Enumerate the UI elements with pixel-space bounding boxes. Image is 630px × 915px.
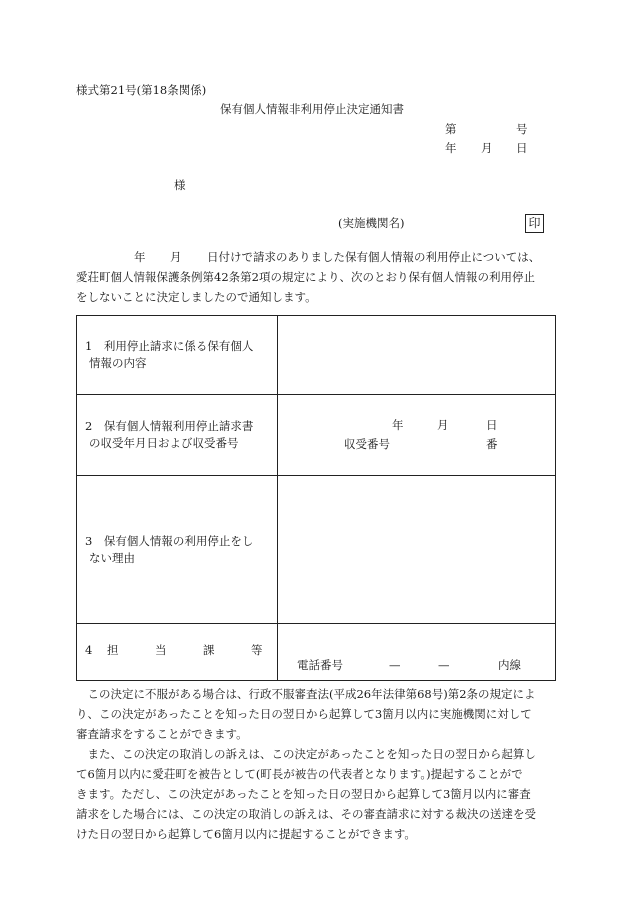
row2-value <box>278 395 556 476</box>
intro-line1-text: 日付けで請求のありました保有個人情報の利用停止については、 <box>207 250 541 264</box>
row2-year: 年 <box>392 418 404 432</box>
row2-label <box>77 395 278 476</box>
row3-value <box>278 476 556 624</box>
date-year: 年 <box>445 141 457 155</box>
table-row <box>77 316 556 395</box>
note2-line4: 請求をした場合には、この決定の取消しの訴えは、その審査請求に対する裁決の送達を受 <box>76 807 536 821</box>
row2-day: 日 <box>486 418 498 432</box>
note1-line1: この決定に不服がある場合は、行政不服審査法(平成26年法律第68号)第2条の規定によ <box>76 687 536 701</box>
form-table <box>76 315 556 681</box>
intro-line3: をしないことに決定しましたので通知します。 <box>76 290 317 304</box>
row2-receipt-suffix: 番 <box>486 437 498 451</box>
table-row <box>77 624 556 681</box>
row4-label-char2: 当 <box>155 643 167 657</box>
note1-line3: 審査請求をすることができます。 <box>76 727 248 741</box>
addressee-suffix: 様 <box>174 178 186 192</box>
note2-line5: けた日の翌日から起算して6箇月以内に提起することができます。 <box>76 827 416 841</box>
table-row <box>77 395 556 476</box>
row1-label-line2: 情報の内容 <box>89 356 147 370</box>
row4-label-num: 4 <box>85 643 93 657</box>
row4-dash1: — <box>389 658 401 672</box>
row1-label <box>77 316 278 395</box>
doc-number-suffix: 号 <box>516 122 528 136</box>
agency-label: (実施機関名) <box>338 216 405 230</box>
note2-line3: きます。ただし、この決定があったことを知った日の翌日から起算して3箇月以内に審査 <box>76 787 531 801</box>
row4-dash2: — <box>438 658 450 672</box>
row4-extension-label: 内線 <box>498 658 521 672</box>
row4-label-char3: 課 <box>203 643 215 657</box>
row1-label-line1: 1 利用停止請求に係る保有個人 <box>85 339 254 353</box>
row4-label-char1: 担 <box>107 643 119 657</box>
row2-receipt-label: 収受番号 <box>344 437 390 451</box>
row4-label-char4: 等 <box>251 643 263 657</box>
row2-label-line2: の収受年月日および収受番号 <box>89 436 239 450</box>
row2-month: 月 <box>437 418 449 432</box>
document-title: 保有個人情報非利用停止決定通知書 <box>220 102 404 116</box>
note1-line2: り、この決定があったことを知った日の翌日から起算して3箇月以内に実施機関に対して <box>76 707 532 721</box>
intro-month: 月 <box>170 250 182 264</box>
table-row <box>77 476 556 624</box>
note2-line1: また、この決定の取消しの訴えは、この決定があったことを知った日の翌日から起算し <box>76 747 536 761</box>
row4-label <box>77 624 278 681</box>
row4-value <box>278 624 556 681</box>
row4-phone-label: 電話番号 <box>297 658 343 672</box>
row3-label-line1: 3 保有個人情報の利用停止をし <box>85 533 254 548</box>
row2-label-line1: 2 保有個人情報利用停止請求書 <box>85 419 254 433</box>
date-month: 月 <box>481 141 493 155</box>
row3-label <box>77 476 278 624</box>
intro-year: 年 <box>134 250 146 264</box>
row1-value <box>278 316 556 395</box>
seal-mark: 印 <box>525 214 544 233</box>
doc-number-prefix: 第 <box>445 122 457 136</box>
row3-label-line2: ない理由 <box>89 550 135 565</box>
note2-line2: て6箇月以内に愛荘町を被告として(町長が被告の代表者となります。)提起することがで <box>76 767 523 781</box>
form-number: 様式第21号(第18条関係) <box>76 83 207 97</box>
date-day: 日 <box>516 141 528 155</box>
intro-line2: 愛荘町個人情報保護条例第42条第2項の規定により、次のとおり保有個人情報の利用停止 <box>76 270 535 284</box>
